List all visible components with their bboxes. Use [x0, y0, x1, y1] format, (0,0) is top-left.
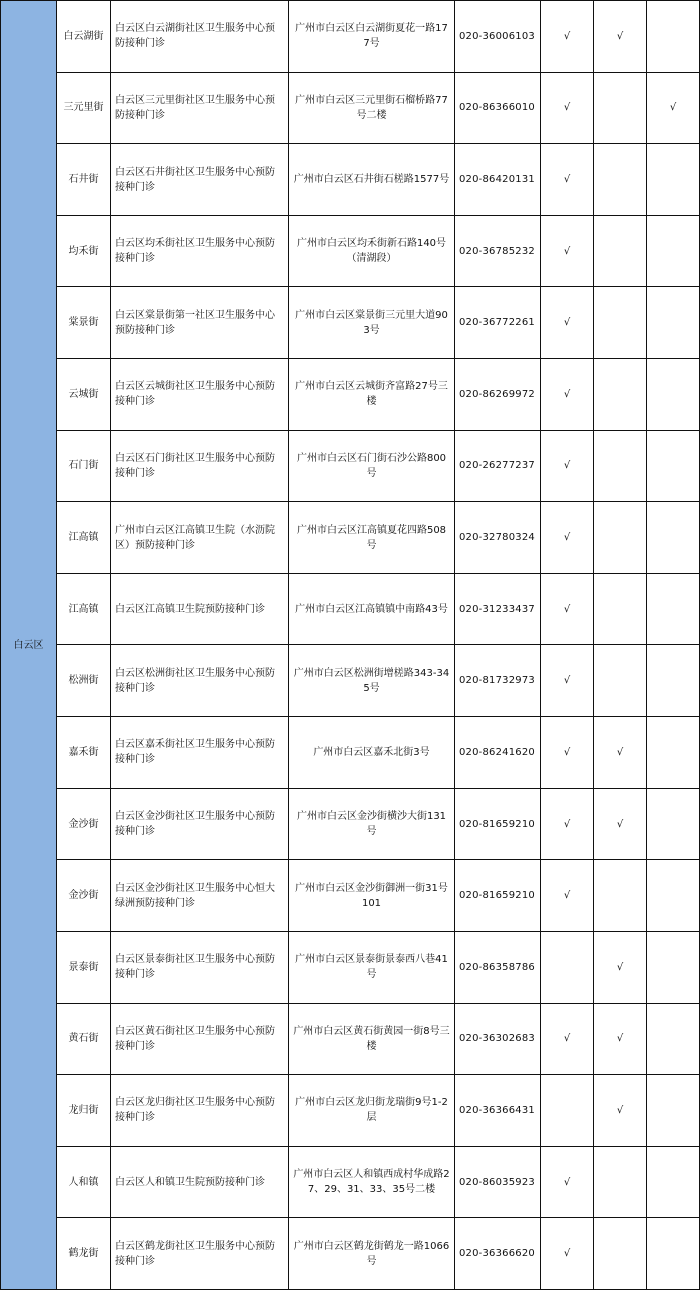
address-cell: 广州市白云区棠景街三元里大道903号 [289, 287, 455, 359]
check-cell-3 [647, 645, 700, 717]
check-cell-3 [647, 215, 700, 287]
clinic-name-cell: 白云区龙归街社区卫生服务中心预防接种门诊 [111, 1075, 289, 1147]
check-cell-2 [594, 1146, 647, 1218]
table-row [1, 502, 700, 574]
check-cell-3: √ [647, 72, 700, 144]
check-cell-1: √ [541, 1, 594, 73]
phone-cell: 020-86269972 [455, 359, 541, 431]
street-cell: 景泰街 [57, 931, 111, 1003]
address-cell: 广州市白云区江高镇夏花四路508号 [289, 502, 455, 574]
check-cell-1: √ [541, 1003, 594, 1075]
address-cell: 广州市白云区人和镇西成村华成路27、29、31、33、35号二楼 [289, 1146, 455, 1218]
street-cell: 金沙街 [57, 860, 111, 932]
check-cell-3 [647, 1003, 700, 1075]
address-cell: 广州市白云区松洲街增槎路343-345号 [289, 645, 455, 717]
table-row [1, 1, 700, 73]
check-cell-2: √ [594, 717, 647, 789]
check-cell-1: √ [541, 717, 594, 789]
check-cell-1: √ [541, 359, 594, 431]
phone-cell: 020-31233437 [455, 573, 541, 645]
street-cell: 江高镇 [57, 573, 111, 645]
check-cell-2 [594, 1218, 647, 1290]
phone-cell: 020-36302683 [455, 1003, 541, 1075]
check-cell-1: √ [541, 72, 594, 144]
check-cell-2: √ [594, 788, 647, 860]
check-cell-3 [647, 430, 700, 502]
table-row [1, 1075, 700, 1147]
check-cell-2 [594, 287, 647, 359]
street-cell: 黄石街 [57, 1003, 111, 1075]
check-cell-2: √ [594, 1003, 647, 1075]
check-cell-2 [594, 144, 647, 216]
check-cell-1: √ [541, 573, 594, 645]
street-cell: 均禾街 [57, 215, 111, 287]
address-cell: 广州市白云区景泰街景泰西八巷41号 [289, 931, 455, 1003]
table-row [1, 287, 700, 359]
clinic-name-cell: 白云区嘉禾街社区卫生服务中心预防接种门诊 [111, 717, 289, 789]
clinic-name-cell: 白云区黄石街社区卫生服务中心预防接种门诊 [111, 1003, 289, 1075]
street-cell: 江高镇 [57, 502, 111, 574]
table-row [1, 931, 700, 1003]
phone-cell: 020-86366010 [455, 72, 541, 144]
check-cell-3 [647, 1218, 700, 1290]
table-row [1, 430, 700, 502]
check-cell-2 [594, 645, 647, 717]
check-cell-1: √ [541, 860, 594, 932]
phone-cell: 020-36366431 [455, 1075, 541, 1147]
check-cell-1: √ [541, 502, 594, 574]
street-cell: 三元里街 [57, 72, 111, 144]
table-row [1, 144, 700, 216]
phone-cell: 020-86035923 [455, 1146, 541, 1218]
address-cell: 广州市白云区石井街石槎路1577号 [289, 144, 455, 216]
clinic-name-cell: 白云区金沙街社区卫生服务中心预防接种门诊 [111, 788, 289, 860]
check-cell-3 [647, 359, 700, 431]
check-cell-2 [594, 430, 647, 502]
clinic-name-cell: 白云区云城街社区卫生服务中心预防接种门诊 [111, 359, 289, 431]
phone-cell: 020-81659210 [455, 788, 541, 860]
check-cell-3 [647, 717, 700, 789]
clinic-name-cell: 白云区松洲街社区卫生服务中心预防接种门诊 [111, 645, 289, 717]
check-cell-3 [647, 287, 700, 359]
check-cell-3 [647, 1075, 700, 1147]
check-cell-2 [594, 359, 647, 431]
district-cell: 白云区 [1, 1, 57, 1290]
clinic-name-cell: 广州市白云区江高镇卫生院（水沥院区）预防接种门诊 [111, 502, 289, 574]
address-cell: 广州市白云区石门街石沙公路800号 [289, 430, 455, 502]
check-cell-1: √ [541, 788, 594, 860]
street-cell: 石井街 [57, 144, 111, 216]
check-cell-1: √ [541, 215, 594, 287]
check-cell-3 [647, 502, 700, 574]
address-cell: 广州市白云区江高镇镇中南路43号 [289, 573, 455, 645]
clinic-name-cell: 白云区人和镇卫生院预防接种门诊 [111, 1146, 289, 1218]
table-row [1, 215, 700, 287]
street-cell: 人和镇 [57, 1146, 111, 1218]
address-cell: 广州市白云区均禾街新石路140号（清湖段） [289, 215, 455, 287]
check-cell-1: √ [541, 1218, 594, 1290]
address-cell: 广州市白云区金沙街横沙大街131号 [289, 788, 455, 860]
check-cell-1: √ [541, 1146, 594, 1218]
street-cell: 鹤龙街 [57, 1218, 111, 1290]
check-cell-1: √ [541, 645, 594, 717]
street-cell: 白云湖街 [57, 1, 111, 73]
table-row [1, 573, 700, 645]
check-cell-3 [647, 860, 700, 932]
address-cell: 广州市白云区嘉禾北街3号 [289, 717, 455, 789]
address-cell: 广州市白云区黄石街黄园一街8号三楼 [289, 1003, 455, 1075]
check-cell-1 [541, 931, 594, 1003]
street-cell: 云城街 [57, 359, 111, 431]
address-cell: 广州市白云区金沙街御洲一街31号101 [289, 860, 455, 932]
table-row [1, 788, 700, 860]
phone-cell: 020-36006103 [455, 1, 541, 73]
phone-cell: 020-86420131 [455, 144, 541, 216]
phone-cell: 020-36366620 [455, 1218, 541, 1290]
clinic-name-cell: 白云区石井街社区卫生服务中心预防接种门诊 [111, 144, 289, 216]
phone-cell: 020-32780324 [455, 502, 541, 574]
clinic-name-cell: 白云区鹤龙街社区卫生服务中心预防接种门诊 [111, 1218, 289, 1290]
table-body [1, 1, 700, 1290]
clinic-name-cell: 白云区景泰街社区卫生服务中心预防接种门诊 [111, 931, 289, 1003]
street-cell: 金沙街 [57, 788, 111, 860]
phone-cell: 020-26277237 [455, 430, 541, 502]
check-cell-1: √ [541, 287, 594, 359]
check-cell-3 [647, 788, 700, 860]
check-cell-2: √ [594, 1075, 647, 1147]
street-cell: 石门街 [57, 430, 111, 502]
check-cell-1: √ [541, 144, 594, 216]
check-cell-1 [541, 1075, 594, 1147]
check-cell-2 [594, 502, 647, 574]
address-cell: 广州市白云区龙归街龙瑞街9号1-2层 [289, 1075, 455, 1147]
street-cell: 松洲街 [57, 645, 111, 717]
clinic-name-cell: 白云区三元里街社区卫生服务中心预防接种门诊 [111, 72, 289, 144]
table-row [1, 1218, 700, 1290]
phone-cell: 020-36785232 [455, 215, 541, 287]
check-cell-3 [647, 1146, 700, 1218]
address-cell: 广州市白云区三元里街石榴桥路77号二楼 [289, 72, 455, 144]
check-cell-2: √ [594, 1, 647, 73]
address-cell: 广州市白云区云城街齐富路27号三楼 [289, 359, 455, 431]
check-cell-3 [647, 144, 700, 216]
check-cell-3 [647, 931, 700, 1003]
address-cell: 广州市白云区白云湖街夏花一路177号 [289, 1, 455, 73]
table-row [1, 359, 700, 431]
phone-cell: 020-36772261 [455, 287, 541, 359]
check-cell-2 [594, 860, 647, 932]
address-cell: 广州市白云区鹤龙街鹤龙一路1066号 [289, 1218, 455, 1290]
phone-cell: 020-86241620 [455, 717, 541, 789]
table-row [1, 72, 700, 144]
phone-cell: 020-81732973 [455, 645, 541, 717]
clinic-name-cell: 白云区江高镇卫生院预防接种门诊 [111, 573, 289, 645]
phone-cell: 020-86358786 [455, 931, 541, 1003]
clinic-name-cell: 白云区金沙街社区卫生服务中心恒大绿洲预防接种门诊 [111, 860, 289, 932]
table-row [1, 860, 700, 932]
check-cell-2 [594, 215, 647, 287]
check-cell-2: √ [594, 931, 647, 1003]
phone-cell: 020-81659210 [455, 860, 541, 932]
clinic-name-cell: 白云区棠景街第一社区卫生服务中心预防接种门诊 [111, 287, 289, 359]
street-cell: 龙归街 [57, 1075, 111, 1147]
street-cell: 棠景街 [57, 287, 111, 359]
check-cell-2 [594, 573, 647, 645]
check-cell-3 [647, 573, 700, 645]
street-cell: 嘉禾街 [57, 717, 111, 789]
table-row [1, 1003, 700, 1075]
check-cell-1: √ [541, 430, 594, 502]
table-row [1, 645, 700, 717]
clinic-name-cell: 白云区均禾街社区卫生服务中心预防接种门诊 [111, 215, 289, 287]
clinic-name-cell: 白云区白云湖街社区卫生服务中心预防接种门诊 [111, 1, 289, 73]
table-row [1, 1146, 700, 1218]
check-cell-2 [594, 72, 647, 144]
table-row [1, 717, 700, 789]
clinic-name-cell: 白云区石门街社区卫生服务中心预防接种门诊 [111, 430, 289, 502]
check-cell-3 [647, 1, 700, 73]
